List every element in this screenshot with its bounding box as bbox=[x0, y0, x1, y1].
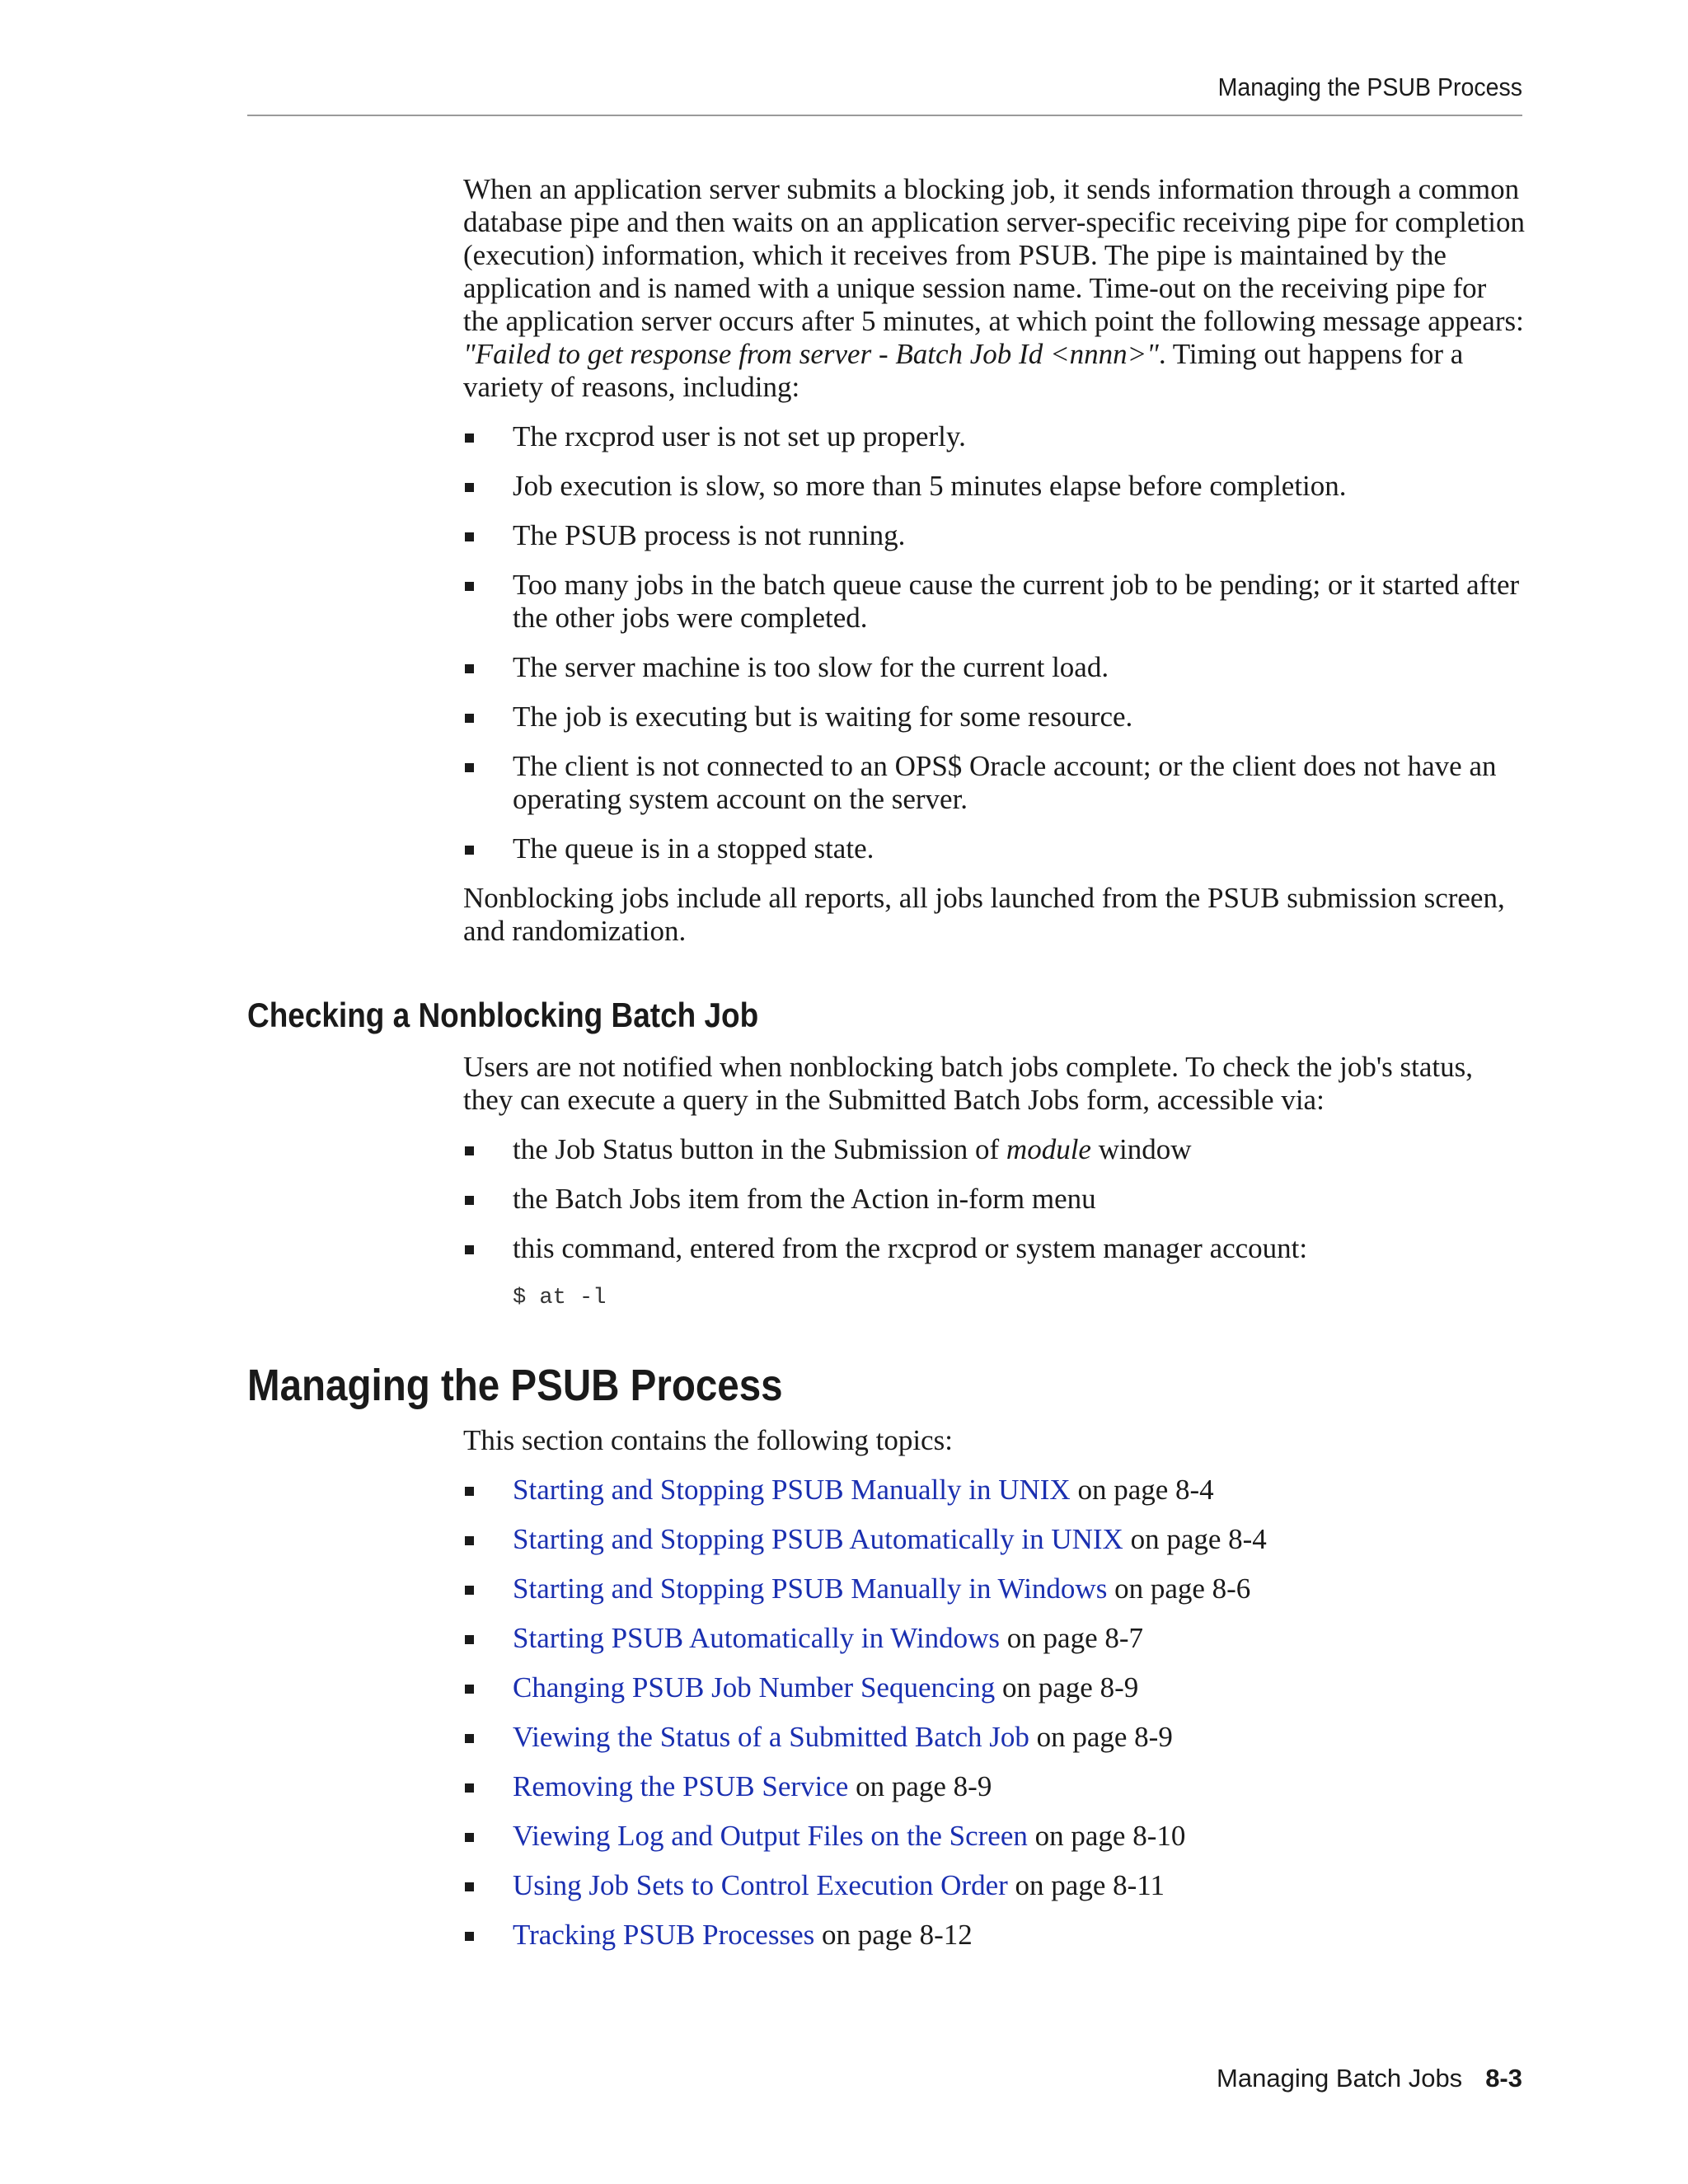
bullet-icon bbox=[465, 714, 474, 723]
section-heading-checking: Checking a Nonblocking Batch Job bbox=[247, 996, 759, 1034]
list-item bbox=[463, 1232, 1526, 1265]
blocking-paragraph-tail: . Timing out happens for a variety of reasons, including: bbox=[463, 338, 1464, 403]
intro-section bbox=[463, 173, 1526, 948]
command-example: $ at -l bbox=[513, 1286, 607, 1310]
list-item bbox=[463, 1820, 1526, 1853]
list-item bbox=[463, 1523, 1526, 1556]
section-heading-managing: Managing the PSUB Process bbox=[247, 1361, 783, 1410]
footer-chapter-title: Managing Batch Jobs bbox=[1217, 2064, 1463, 2093]
bullet-icon bbox=[465, 582, 474, 591]
bullet-icon bbox=[465, 1245, 474, 1254]
list-item bbox=[463, 470, 1526, 503]
bullet-icon bbox=[465, 1487, 474, 1496]
bullet-icon bbox=[465, 1932, 474, 1941]
module-term: module bbox=[1006, 1133, 1091, 1165]
access-item-text: the Batch Jobs item from the Action in-form menu bbox=[513, 1183, 1096, 1215]
list-item bbox=[463, 420, 1526, 453]
page-number: 8-3 bbox=[1485, 2064, 1522, 2093]
topic-link[interactable]: Viewing Log and Output Files on the Screen bbox=[513, 1820, 1028, 1852]
topic-link[interactable]: Viewing the Status of a Submitted Batch Job bbox=[513, 1721, 1029, 1753]
topic-link[interactable]: Changing PSUB Job Number Sequencing bbox=[513, 1671, 996, 1704]
topic-link[interactable]: Removing the PSUB Service bbox=[513, 1770, 849, 1802]
access-methods-list bbox=[463, 1133, 1526, 1265]
topic-link[interactable]: Starting PSUB Automatically in Windows bbox=[513, 1622, 1001, 1654]
list-item bbox=[463, 1622, 1526, 1655]
bullet-icon bbox=[465, 532, 474, 541]
topic-page-ref: on page 8-4 bbox=[1123, 1523, 1267, 1555]
list-item bbox=[463, 519, 1526, 552]
topic-page-ref: on page 8-9 bbox=[848, 1770, 992, 1802]
list-item bbox=[463, 750, 1526, 816]
list-item bbox=[463, 1721, 1526, 1754]
page-footer bbox=[247, 2064, 1522, 2093]
list-item bbox=[463, 569, 1526, 635]
checking-paragraph: Users are not notified when nonblocking batch jobs complete. To check the job's status, they can execute a query in the Submitted Batch Jobs form, accessible via: bbox=[463, 1051, 1474, 1116]
bullet-icon bbox=[465, 1146, 474, 1155]
list-item bbox=[463, 1183, 1526, 1216]
reason-text: Too many jobs in the batch queue cause the current job to be pending; or it started after the other jobs were completed. bbox=[513, 569, 1520, 634]
topic-link[interactable]: Starting and Stopping PSUB Manually in Windows bbox=[513, 1572, 1108, 1605]
topic-link[interactable]: Starting and Stopping PSUB Automatically in UNIX bbox=[513, 1523, 1123, 1555]
blocking-job-paragraph bbox=[463, 173, 1526, 404]
topics-list bbox=[463, 1474, 1526, 1952]
access-item-text: this command, entered from the rxcprod or system manager account: bbox=[513, 1232, 1308, 1264]
bullet-icon bbox=[465, 664, 474, 673]
topic-page-ref: on page 8-7 bbox=[1000, 1622, 1144, 1654]
timeout-message: "Failed to get response from server - Batch Job Id <nnnn>" bbox=[463, 338, 1159, 370]
access-item-text: the Job Status button in the Submission of bbox=[513, 1133, 1006, 1165]
list-item bbox=[463, 832, 1526, 865]
reason-text: The PSUB process is not running. bbox=[513, 519, 906, 551]
bullet-icon bbox=[465, 434, 474, 443]
bullet-icon bbox=[465, 1882, 474, 1891]
topic-page-ref: on page 8-12 bbox=[814, 1919, 973, 1951]
bullet-icon bbox=[465, 846, 474, 855]
list-item bbox=[463, 1474, 1526, 1507]
reason-text: The queue is in a stopped state. bbox=[513, 832, 874, 865]
blocking-paragraph-text: When an application server submits a blocking job, it sends information through a common database pipe and then waits on an application server-specific receiving pipe for completion (execution) information, which it receives from PSUB. The pipe is maintained by the application and is named with a unique session name. Time-out on the receiving pipe for the application server occurs after 5 minutes, at which point the following message appears: bbox=[463, 173, 1525, 337]
bullet-icon bbox=[465, 483, 474, 492]
list-item bbox=[463, 1671, 1526, 1704]
reason-text: The job is executing but is waiting for some resource. bbox=[513, 701, 1133, 733]
list-item bbox=[463, 701, 1526, 733]
topic-page-ref: on page 8-4 bbox=[1070, 1474, 1214, 1506]
reason-text: The client is not connected to an OPS$ Oracle account; or the client does not have an operating system account on the server. bbox=[513, 750, 1497, 815]
access-item-tail: window bbox=[1090, 1133, 1192, 1165]
checking-section bbox=[463, 1051, 1526, 1315]
list-item bbox=[463, 651, 1526, 684]
reason-text: Job execution is slow, so more than 5 minutes elapse before completion. bbox=[513, 470, 1347, 502]
list-item bbox=[463, 1919, 1526, 1952]
bullet-icon bbox=[465, 1833, 474, 1842]
bullet-icon bbox=[465, 1783, 474, 1793]
list-item bbox=[463, 1133, 1526, 1166]
list-item bbox=[463, 1572, 1526, 1605]
topic-page-ref: on page 8-6 bbox=[1107, 1572, 1251, 1605]
header-divider bbox=[247, 115, 1522, 116]
bullet-icon bbox=[465, 1196, 474, 1205]
timeout-reasons-list bbox=[463, 420, 1526, 865]
managing-section bbox=[463, 1424, 1526, 1952]
topic-link[interactable]: Starting and Stopping PSUB Manually in UNIX bbox=[513, 1474, 1071, 1506]
nonblocking-paragraph: Nonblocking jobs include all reports, all jobs launched from the PSUB submission screen, and randomization. bbox=[463, 882, 1505, 947]
bullet-icon bbox=[465, 1635, 474, 1644]
bullet-icon bbox=[465, 1685, 474, 1694]
topic-page-ref: on page 8-9 bbox=[1029, 1721, 1173, 1753]
reason-text: The rxcprod user is not set up properly. bbox=[513, 420, 966, 452]
topic-link[interactable]: Tracking PSUB Processes bbox=[513, 1919, 815, 1951]
topic-page-ref: on page 8-9 bbox=[995, 1671, 1139, 1704]
managing-intro: This section contains the following topics: bbox=[463, 1424, 953, 1456]
running-header: Managing the PSUB Process bbox=[1217, 73, 1522, 101]
topic-page-ref: on page 8-10 bbox=[1027, 1820, 1186, 1852]
list-item bbox=[463, 1869, 1526, 1902]
topic-page-ref: on page 8-11 bbox=[1007, 1869, 1165, 1901]
bullet-icon bbox=[465, 1586, 474, 1595]
bullet-icon bbox=[465, 763, 474, 772]
list-item bbox=[463, 1770, 1526, 1803]
bullet-icon bbox=[465, 1734, 474, 1743]
bullet-icon bbox=[465, 1536, 474, 1545]
topic-link[interactable]: Using Job Sets to Control Execution Order bbox=[513, 1869, 1008, 1901]
reason-text: The server machine is too slow for the current load. bbox=[513, 651, 1109, 683]
